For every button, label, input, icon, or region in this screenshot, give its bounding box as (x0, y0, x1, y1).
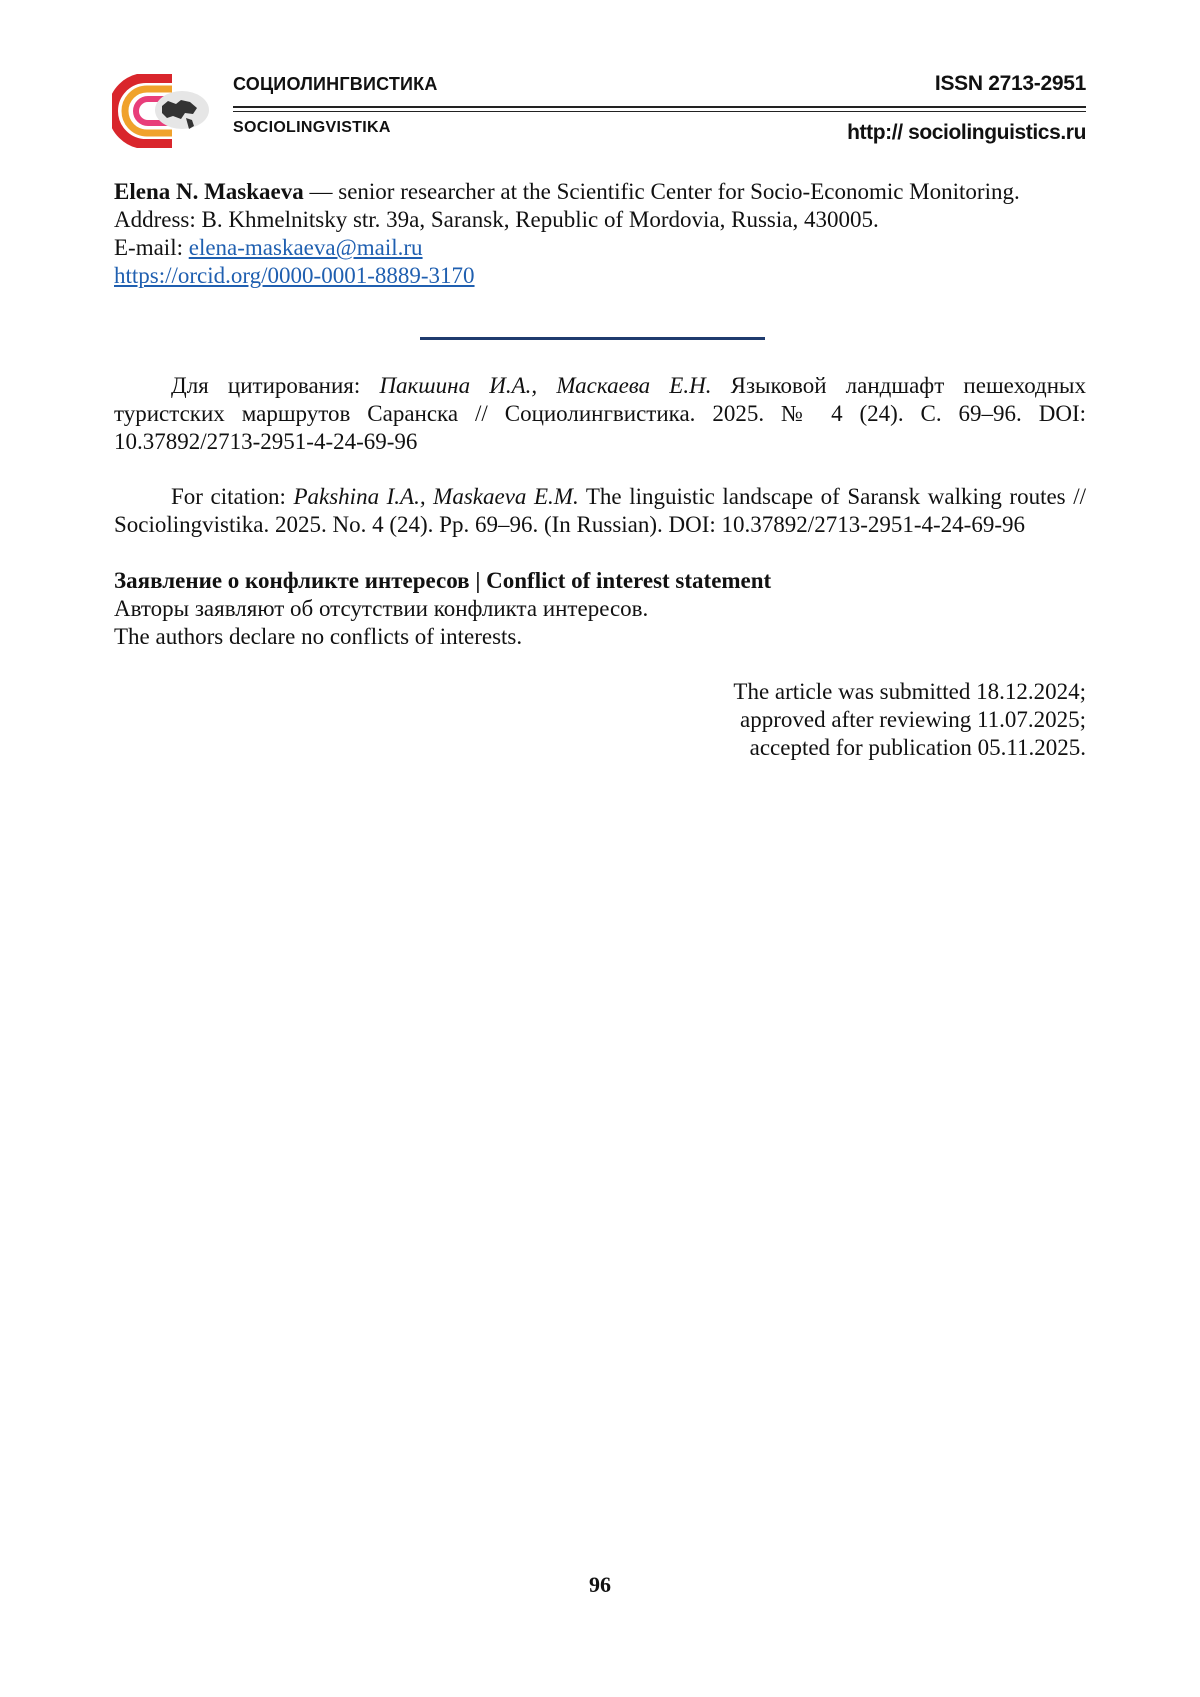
citation-en-text: The linguistic landscape of Saransk walking routes // Sociolingvistika. 2025. No. 4 (24). Pp. 69–96. (In Russian). DOI: 10.37892/2713-2951-4-24-69-96 (114, 484, 1086, 537)
journal-logo (112, 74, 212, 148)
page-number: 96 (589, 1572, 611, 1597)
citation-ru-text: Языковой ландшафт пешеходных туристских маршрутов Саранска // Социолингвистика. 2025. № 4 (24). С. 69–96. DOI: 10.37892/2713-2951-4-24-69-96 (114, 373, 1086, 454)
author-position: — senior researcher at the Scientific Center for Socio-Economic Monitoring. (303, 179, 1020, 204)
conflict-heading: Заявление о конфликте интересов | Conflict of interest statement (114, 568, 772, 593)
conflict-en: The authors declare no conflicts of interests. (114, 624, 523, 649)
article-dates (733, 678, 1086, 762)
email-label: E-mail: (114, 235, 189, 260)
date-accepted: accepted for publication 05.11.2025. (749, 735, 1086, 760)
citation-ru-label: Для цитирования: (171, 373, 380, 398)
date-submitted: The article was submitted 18.12.2024; (733, 679, 1086, 704)
citation-ru (114, 372, 1086, 456)
journal-website: http:// sociolinguistics.ru (847, 121, 1086, 144)
citation-en (114, 483, 1086, 539)
header-rule-bottom (233, 111, 1086, 112)
author-address: Address: B. Khmelnitsky str. 39a, Saransk, Republic of Mordovia, Russia, 430005. (114, 207, 879, 232)
author-name: Elena N. Maskaeva (114, 179, 304, 204)
conflict-statement (114, 567, 1086, 651)
journal-title-ru: СОЦИОЛИНГВИСТИКА (233, 74, 438, 94)
author-line (114, 178, 1086, 206)
header-rule-top (233, 106, 1086, 108)
conflict-ru: Авторы заявляют об отсутствии конфликта интересов. (114, 596, 649, 621)
orcid-link[interactable]: https://orcid.org/0000-0001-8889-3170 (114, 263, 475, 288)
issn-label: ISSN 2713-2951 (934, 72, 1086, 95)
author-email-line (114, 234, 1086, 262)
journal-title-en: SOCIOLINGVISTIKA (233, 119, 391, 136)
citation-en-label: For citation: (171, 484, 294, 509)
author-info (114, 178, 1086, 290)
citation-ru-authors: Пакшина И.А., Маскаева Е.Н. (379, 373, 712, 398)
date-approved: approved after reviewing 11.07.2025; (740, 707, 1086, 732)
email-link[interactable]: elena-maskaeva@mail.ru (188, 235, 423, 260)
citation-en-authors: Pakshina I.A., Maskaeva E.M. (293, 484, 579, 509)
section-separator (420, 337, 765, 340)
